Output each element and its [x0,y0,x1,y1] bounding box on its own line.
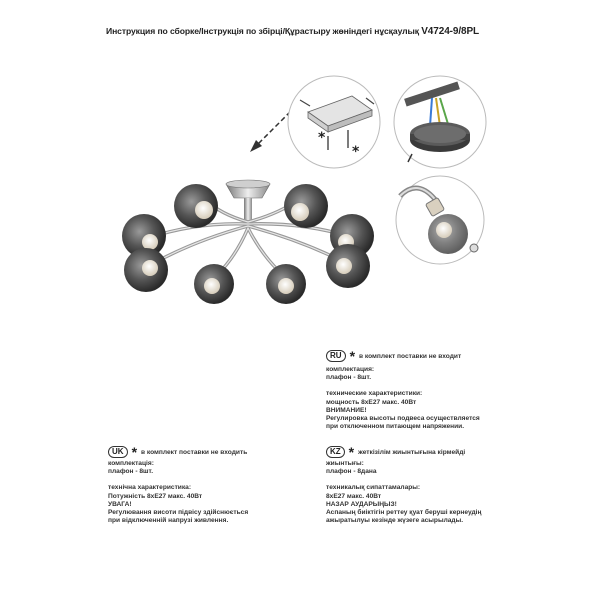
ru-line: плафон - 8шт. [326,374,372,382]
ru-text-block [326,366,480,431]
title-text: Инструкция по сборке/Інструкція по збірці/Құрастыру жөніндегі нұсқаулық [106,26,419,36]
kz-line: плафон - 8дана [326,468,377,476]
uk-line: плафон - 8шт. [108,468,154,476]
kz-text-block [326,460,481,525]
kz-line: 8хЕ27 макс. 40Вт [326,492,382,500]
asterisk-icon: * [349,348,356,364]
kz-line: НАЗАР АУДАРЫҢЫЗ! [326,500,397,508]
wiring-detail [394,76,486,168]
ru-line: ВНИМАНИЕ! [326,406,367,414]
svg-text:*: * [318,130,326,146]
chandelier-illustration [122,180,374,304]
ru-line: технические характеристики: [326,390,423,398]
uk-header [108,446,247,458]
uk-line: технічна характеристика: [108,484,192,492]
ru-line: при отключенном питающем напряжении. [326,423,465,431]
ru-header [326,350,461,362]
kz-line: техникалық сипаттамалары: [326,484,421,492]
ru-language-badge: RU [326,350,346,362]
uk-line: Потужність 8хЕ27 макс. 40Вт [108,492,203,500]
uk-language-badge: UK [108,446,128,458]
svg-text:*: * [352,144,360,160]
kz-not-included-note: жеткізілім жиынтығына кірмейді [358,448,466,456]
mounting-plate-detail [288,76,380,168]
uk-not-included-note: в комплект поставки не входить [141,448,248,456]
uk-text-block [108,460,248,525]
ru-not-included-note: в комплект поставки не входит [359,352,462,360]
shade-detail [396,176,484,264]
kz-line: Аспаның биіктігін реттеу қуат беруші кернеудің [326,509,482,517]
uk-line: УВАГА! [108,500,132,508]
ru-line: комплектация: [326,366,375,373]
uk-line: комплектація: [108,460,154,467]
ru-line: Регулировка высоты подвеса осуществляется [326,415,480,423]
kz-header [326,446,465,458]
kz-line: ажыратылуы кезінде жүзеге асырылады. [326,517,464,525]
asterisk-icon: * [131,444,138,460]
asterisk-icon: * [348,444,355,460]
uk-line: Регулювання висоти підвісу здійснюється [108,509,249,517]
ru-line: мощность 8хЕ27 макс. 40Вт [326,398,417,406]
kz-language-badge: KZ [326,446,345,458]
uk-line: при відключенній напрузі живлення. [108,517,229,525]
model-number: V4724-9/8PL [421,26,480,37]
kz-line: жиынтығы: [326,460,364,467]
